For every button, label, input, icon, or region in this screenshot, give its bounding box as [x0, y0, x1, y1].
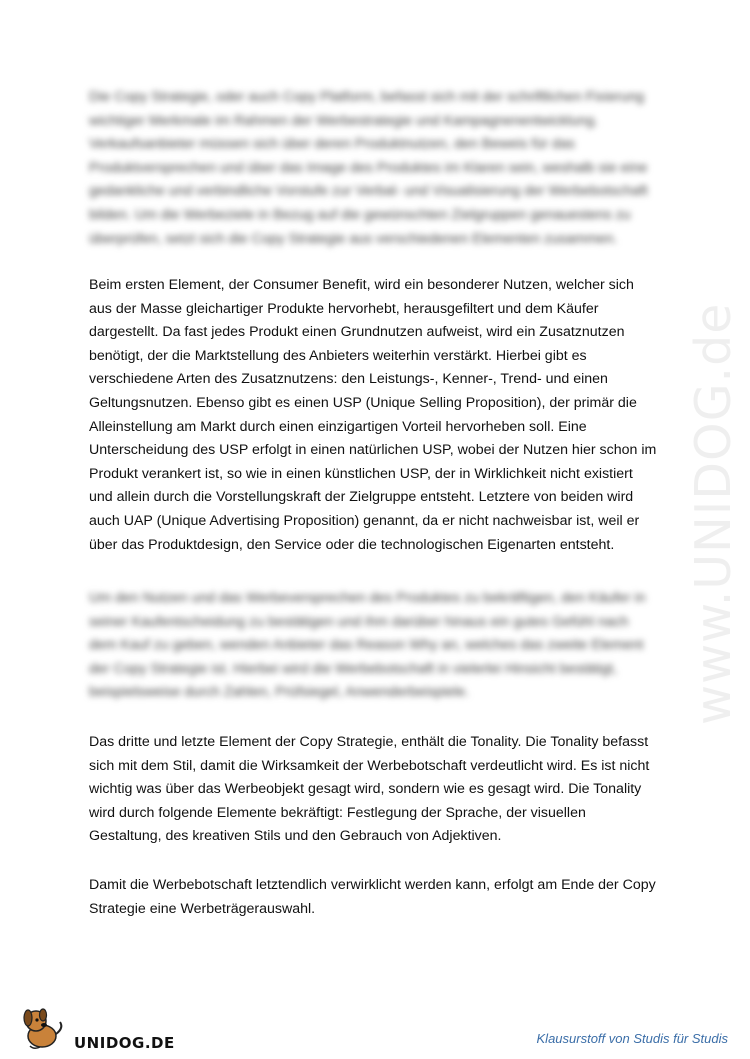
paragraph-conclusion: Damit die Werbebotschaft letztendlich verwirklicht werden kann, erfolgt am Ende der Copy Strategie eine Werbeträgerauswahl. — [89, 877, 656, 917]
dog-icon — [20, 1006, 76, 1052]
paragraph-consumer-benefit-text: Beim ersten Element, der Consumer Benefit, wird ein besonderer Nutzen, welcher sich aus der Masse gleichartiger Produkte hervorhebt, herausgefiltert und dem Käufer dargestellt. Da fast jedes Produkt einen Grundnutzen aufweist, wird ein Zusatznutzen benötigt, der die Marktstellung des Anbieters weiterhin verstärkt. Hierbei gibt es verschiedene Arten des Zusatznutzens: den Leistungs-, Kenner-, Trend- und einen Geltungsnutzen. Ebenso gibt es einen USP (Unique Selling Proposition), der primär die Alleinstellung am Markt durch einen einzigartigen Vorteil hervorheben soll. Eine Unterscheidung des USP erfolgt in einen natürlichen USP, wobei der Nutzen hier schon im Produkt verankert ist, so wie in einen künstlichen USP, der in Wirklichkeit nicht existiert und allein durch die Vorstellungskraft der Zielgruppe entsteht. Letztere von beiden wird auch UAP (Unique Advertising Proposition) genannt, da er nicht nachweisbar ist, weil er über das Produktdesign, den Service oder die technologischen Eigenarten entsteht. — [89, 277, 657, 553]
unidog-logo[interactable] — [20, 1006, 175, 1052]
paragraph-tonality: Das dritte und letzte Element der Copy Strategie, enthält die Tonality. Die Tonality befasst sich mit dem Stil, damit die Wirksamkeit der Werbebotschaft verdeutlicht wird. Es ist nicht wichtig was über das Werbeobjekt gesagt wird, sondern wie es gesagt wird. Die Tonality wird durch folgende Elemente bekräftigt: Festlegung der Sprache, der visuellen Gestaltung, des kreativen Stils und den Gebrauch von Adjektiven. — [89, 734, 650, 845]
logo-text: UNIDOG.DE — [74, 1034, 175, 1052]
paragraph-consumer-benefit — [89, 274, 657, 557]
paragraph-reason-why: Um den Nutzen und das Werbeversprechen des Produktes zu bekräftigen, den Käufer in seiner Kaufentscheidung zu bestätigen und ihm darüber hinaus ein gutes Gefühl nach dem Kauf zu geben, wenden Anbieter das Reason Why an, welches das zweite Element der Copy Strategie ist. Hierbei wird die Werbebotschaft in vielerlei Hinsicht bestätigt, beispielsweise durch Zahlen, Prüfsiegel, Anwenderbeispiele. — [89, 590, 646, 701]
paragraph-intro: Die Copy Strategie, oder auch Copy Platform, befasst sich mit der schriftlichen Fixierung wichtiger Merkmale im Rahmen der Werbestrategie und Kampagnenentwicklung. Verkaufsanbieter müssen sich über deren Produktnutzen, den Beweis für das Produktversprechen und über das Image des Produktes im Klaren sein, weshalb sie eine gedankliche und verbindliche Vorstufe zur Verbal- und Visualisierung der Werbebotschaft bilden. Um die Werbeziele in Bezug auf die gewünschten Zielgruppen genauestens zu überprüfen, setzt sich die Copy Strategie aus verschiedenen Elementen zusammen. — [89, 89, 648, 247]
footer-tagline: Klausurstoff von Studis für Studis — [536, 1031, 728, 1046]
watermark: www.UNIDOG.de — [685, 302, 742, 725]
